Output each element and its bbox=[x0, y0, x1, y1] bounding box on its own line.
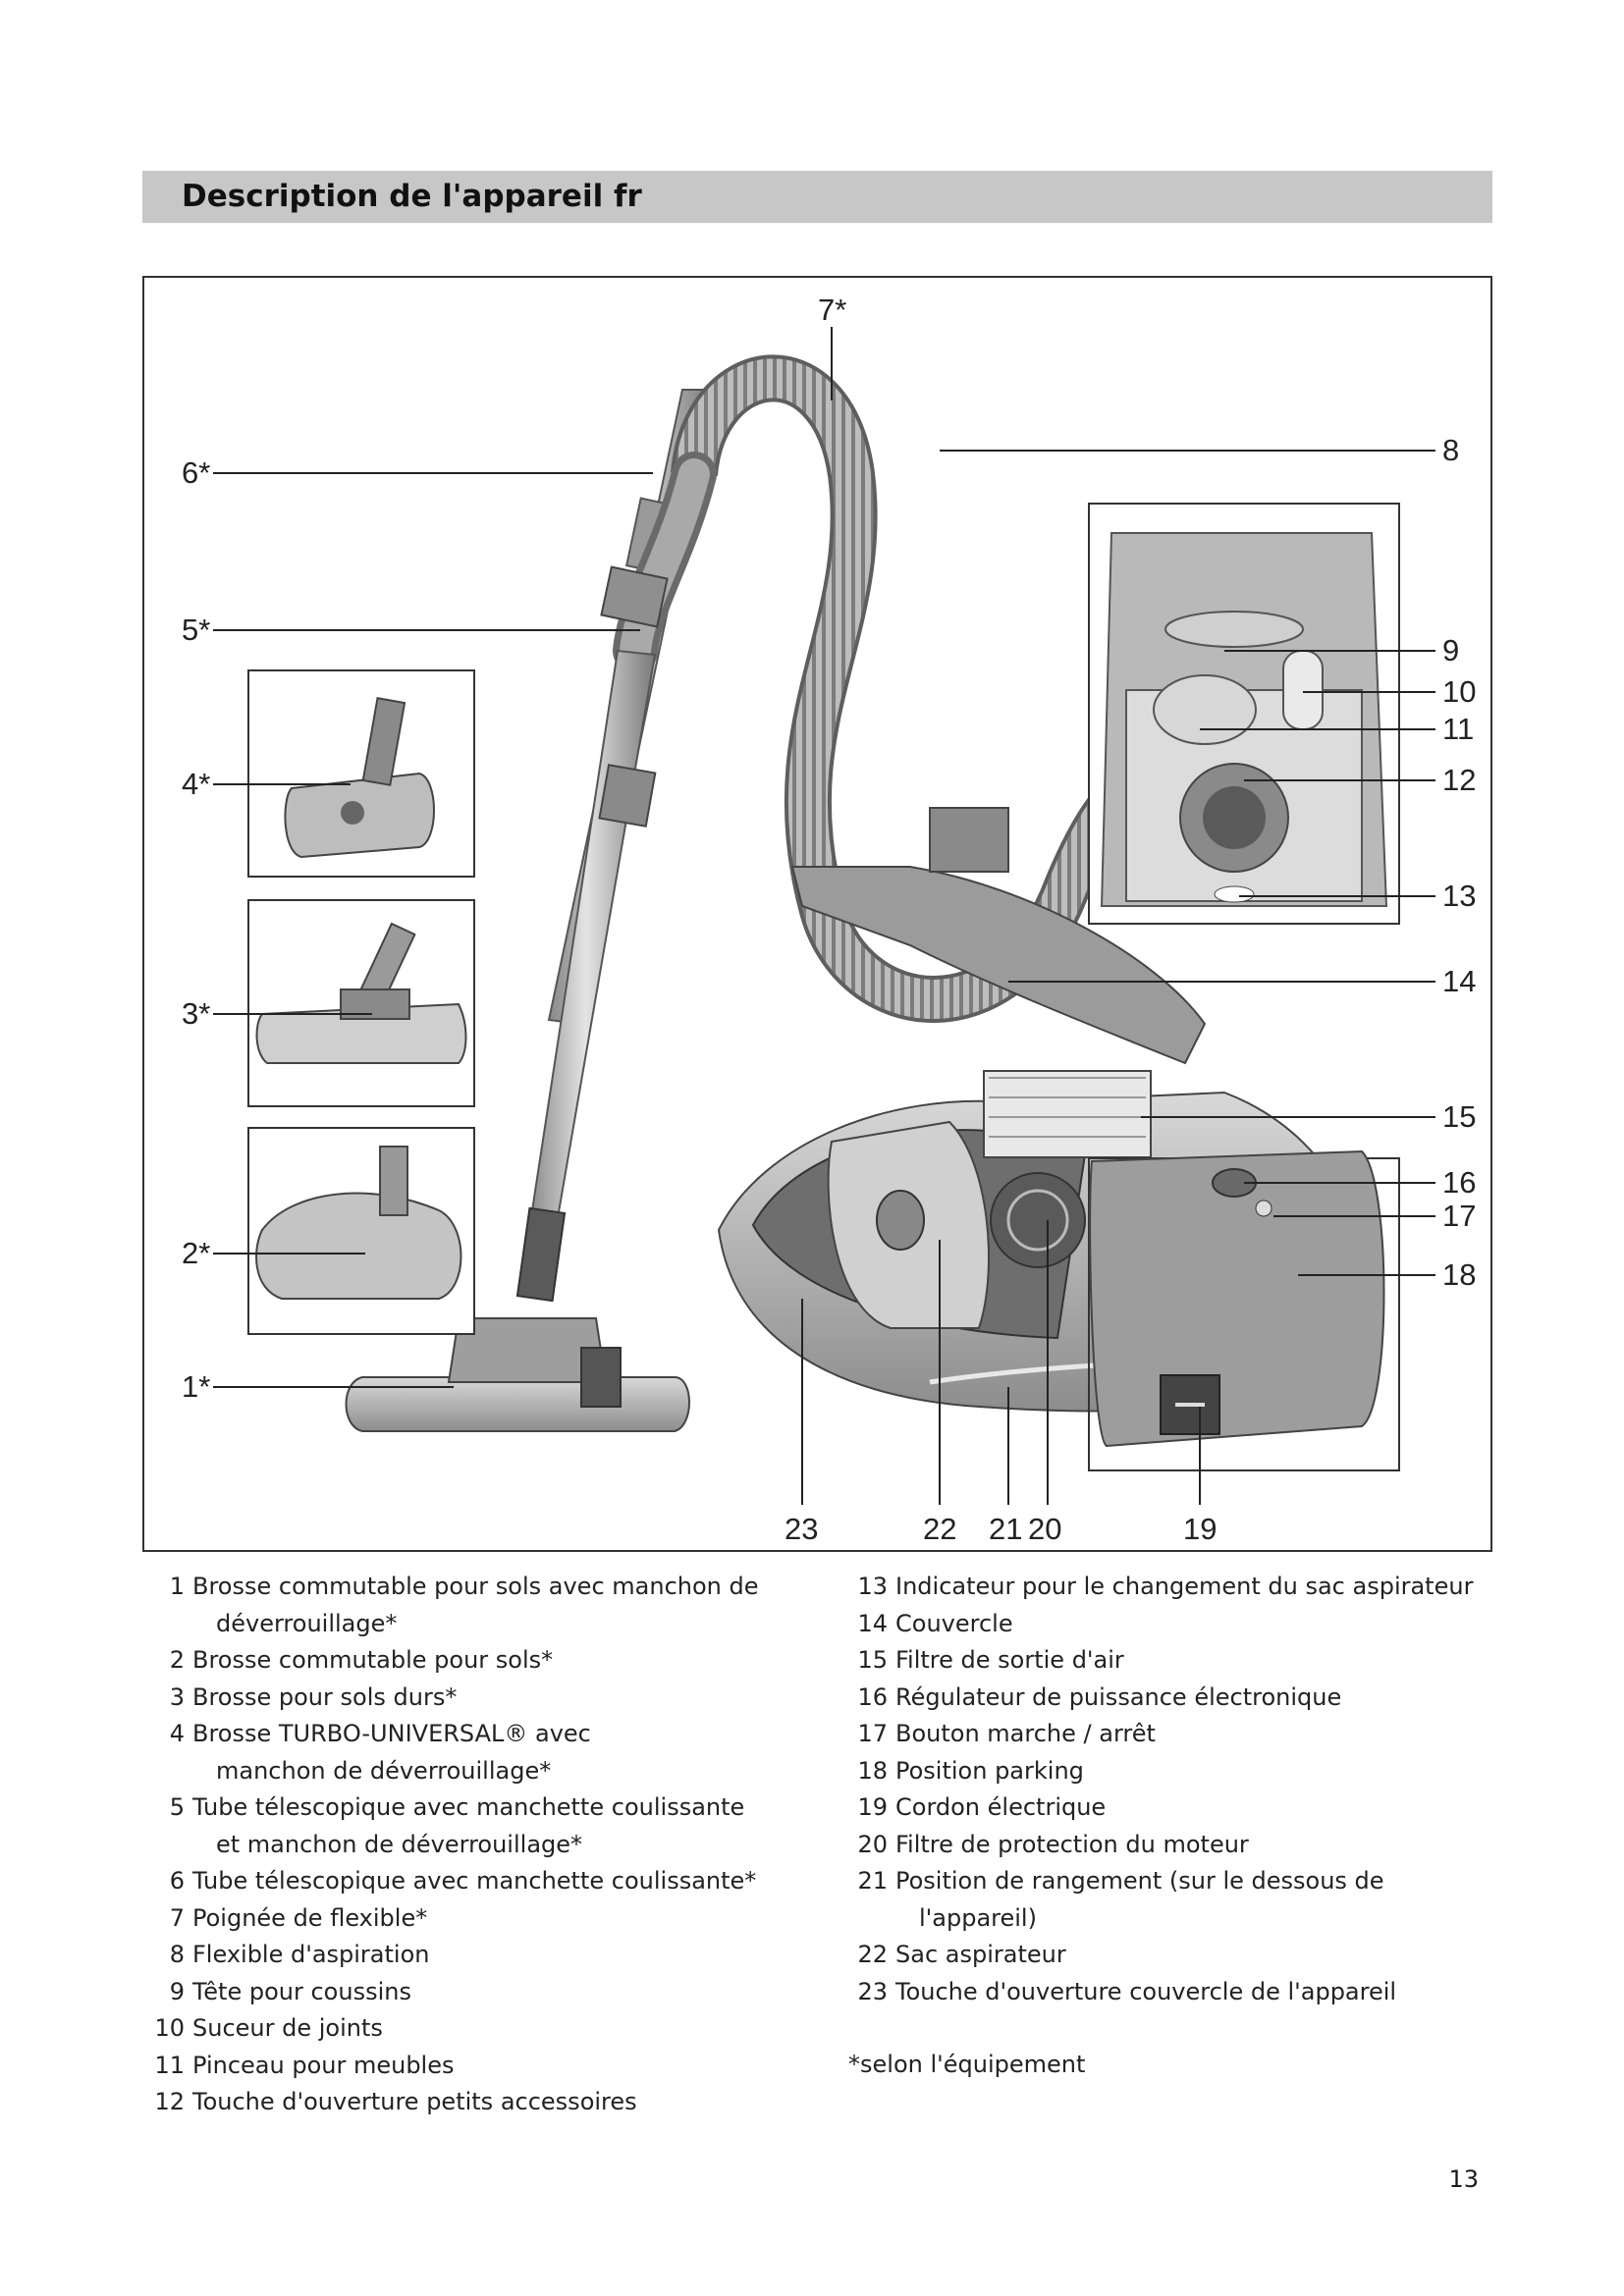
equipment-footnote: *selon l'équipement bbox=[848, 2051, 1086, 2078]
label-10: 10 bbox=[1442, 674, 1477, 709]
label-2: 2* bbox=[182, 1236, 211, 1270]
legend-item-20: 20 Filtre de protection du moteur bbox=[857, 1830, 1249, 1858]
legend-item-10: 10 Suceur de joints bbox=[154, 2014, 383, 2042]
diagram-canvas bbox=[144, 278, 1494, 1554]
label-18: 18 bbox=[1442, 1257, 1477, 1292]
label-11: 11 bbox=[1442, 712, 1475, 746]
inset-floor-brush-3 bbox=[248, 900, 474, 1106]
label-23: 23 bbox=[785, 1512, 819, 1546]
label-20: 20 bbox=[1028, 1512, 1062, 1546]
legend-item-14: 14 Couvercle bbox=[857, 1609, 1013, 1637]
legend-item-19: 19 Cordon électrique bbox=[857, 1793, 1107, 1821]
legend-item-21: 21 Position de rangement (sur le dessous de l'appareil) bbox=[857, 1867, 1384, 1932]
label-19: 19 bbox=[1183, 1512, 1218, 1546]
legend-item-15: 15 Filtre de sortie d'air bbox=[857, 1646, 1124, 1674]
legend-item-8: 8 Flexible d'aspiration bbox=[169, 1941, 430, 1968]
legend-item-18: 18 Position parking bbox=[857, 1756, 1084, 1785]
label-12: 12 bbox=[1442, 763, 1477, 797]
legend-item-1: 1 Brosse commutable pour sols avec manchon de déverrouillage* bbox=[169, 1573, 759, 1637]
label-6: 6* bbox=[182, 455, 211, 490]
inset-hard-floor-brush-2 bbox=[248, 1128, 474, 1334]
legend-item-22: 22 Sac aspirateur bbox=[857, 1941, 1066, 1968]
legend-item-4: 4 Brosse TURBO-UNIVERSAL® avec manchon de déverrouillage* bbox=[169, 1720, 591, 1785]
label-21: 21 bbox=[989, 1512, 1023, 1546]
inset-accessory-compartment bbox=[1089, 504, 1399, 924]
label-7: 7* bbox=[818, 293, 847, 327]
label-13: 13 bbox=[1442, 879, 1477, 913]
legend-item-13: 13 Indicateur pour le changement du sac aspirateur bbox=[857, 1573, 1474, 1600]
label-14: 14 bbox=[1442, 964, 1477, 998]
label-3: 3* bbox=[182, 996, 211, 1031]
legend-item-5: 5 Tube télescopique avec manchette coulissante et manchon de déverrouillage* bbox=[169, 1793, 745, 1858]
legend-item-7: 7 Poignée de flexible* bbox=[169, 1903, 428, 1932]
legend-item-3: 3 Brosse pour sols durs* bbox=[169, 1682, 458, 1711]
section-header bbox=[142, 171, 1492, 223]
page-number: 13 bbox=[1448, 2165, 1479, 2193]
legend-item-9: 9 Tête pour coussins bbox=[169, 1977, 411, 2005]
legend-left-column bbox=[145, 1569, 774, 2121]
label-8: 8 bbox=[1442, 433, 1460, 467]
legend-item-23: 23 Touche d'ouverture couvercle de l'appareil bbox=[857, 1977, 1397, 2005]
legend-item-12: 12 Touche d'ouverture petits accessoires bbox=[154, 2088, 637, 2115]
legend-item-2: 2 Brosse commutable pour sols* bbox=[169, 1646, 554, 1674]
label-9: 9 bbox=[1442, 633, 1460, 667]
inset-control-panel bbox=[1089, 1151, 1399, 1470]
section-title: Description de l'appareil fr bbox=[182, 179, 642, 214]
label-16: 16 bbox=[1442, 1165, 1477, 1200]
appliance-diagram bbox=[142, 276, 1492, 1552]
label-17: 17 bbox=[1442, 1199, 1477, 1233]
legend-item-16: 16 Régulateur de puissance électronique bbox=[857, 1682, 1342, 1711]
handle-and-tube-5 bbox=[517, 474, 694, 1301]
label-4: 4* bbox=[182, 767, 211, 801]
label-1: 1* bbox=[182, 1369, 211, 1404]
label-15: 15 bbox=[1442, 1099, 1477, 1134]
inset-turbo-brush-4 bbox=[248, 670, 474, 877]
label-22: 22 bbox=[923, 1512, 957, 1546]
legend-item-6: 6 Tube télescopique avec manchette coulissante* bbox=[169, 1867, 757, 1895]
legend-right-column bbox=[848, 1569, 1487, 2084]
legend-item-11: 11 Pinceau pour meubles bbox=[154, 2051, 455, 2079]
legend-item-17: 17 Bouton marche / arrêt bbox=[857, 1720, 1156, 1747]
label-5: 5* bbox=[182, 613, 211, 647]
floor-brush-1 bbox=[347, 1318, 690, 1431]
